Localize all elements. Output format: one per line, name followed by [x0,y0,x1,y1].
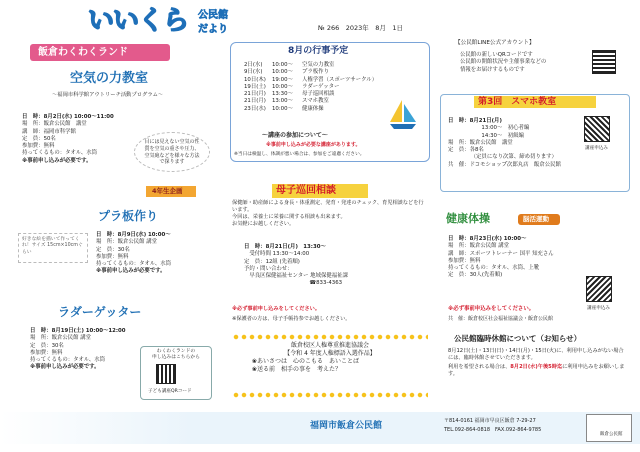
schedule-row: 10日(木) 19:00～ 人権学習（スポーツサークル） [244,76,378,83]
footer-name: 福岡市飯倉公民館 [310,421,383,431]
air-line: 参加費：無料 [22,143,55,150]
schedule-row: 2日(水) 10:00～ 空気の力教室 [244,62,335,68]
logo-main-text: いいくら [88,6,189,36]
logo-sub2: だより [198,24,228,35]
air-note: ※事前申し込みが必要です。 [22,157,92,164]
air-details [22,114,132,165]
mother-line: 日 時：8月21日(月) 13:30～ [244,244,326,250]
plaboard-badge-text: 4年生企画 [152,187,183,195]
line-qr-code[interactable] [592,50,616,74]
schedule-title: 8月の行事予定 [288,46,349,56]
slogan-box [232,342,428,374]
sumaho-line: 定 員：各8名 [448,147,484,154]
mother-note1: ※必ず事前申し込みをしてください。 [232,306,321,312]
mother-body-line: 保健師・助産師による身長・体重測定、発育・発達のチェック、育児相談などを行います。 [232,200,424,214]
flower-border-bottom [232,392,428,398]
header-logo [88,6,238,40]
mother-line: 早良区保健福祉センター 地域保健福祉課 [244,273,348,280]
mother-line: 予約・問い合わせ： [244,265,293,272]
air-line: 日 時：8月2日(水) 10:00～11:00 [22,114,114,120]
kenko-line: 参加費：無料 [448,257,481,264]
kenko-line: 定 員：30人(先着順) [448,272,503,279]
mother-body-line: 今回は、栄養士に栄養に関する相談も出来ます。 [232,214,346,221]
ladder-qr-box: わくわくランドの 申し込みはこちらから [140,346,212,400]
sumaho-line: 日 時：8月21日(月) [448,118,502,124]
slogan-line: ❀あいさつは 心のこもる あいことば [252,358,360,366]
closed-title: 公民館臨時休館について（お知らせ） [454,334,582,343]
kenko-title: 健康体操 [446,212,490,225]
ladder-qr-code[interactable] [156,364,176,384]
kenko-badge-text: 脳活運動 [523,215,549,223]
kenko-line: 講 師：スポーツトレーナー 国平 知充さん [448,250,554,257]
sumaho-title: 第3回 スマホ教室 [478,97,557,107]
ladder-line: 持ってくるもの：タオル、水筒 [30,357,106,364]
air-subtitle: ～福岡市科学館アウトリーチ活動プログラム～ [52,92,164,98]
schedule-row: 21日(月) 13:30～ 母子巡回相談 [244,91,335,98]
logo-sub1: 公民館 [198,10,228,21]
kenko-details [448,236,628,280]
kenko-line: 場 所：飯倉公民館 講堂 [448,243,510,250]
footer-map-label: 飯倉公民館 [600,432,623,437]
plaboard-line: 持ってくるもの：タオル、水筒 [96,261,172,268]
mother-line: 受付時間 13:30～14:00 [244,251,310,258]
ladder-line: 参加費：無料 [30,349,63,356]
footer-phone: TEL.092-864-0818 FAX.092-864-9785 [444,427,542,433]
sumaho-qr-caption: 講座申込み [585,146,608,151]
air-title: 空気の力教室 [70,71,149,86]
mother-body-line: お気軽にお越しください。 [232,221,295,228]
schedule-note2: ※当日は検温し、体調が悪い場合は、参加をご遠慮ください。 [234,152,365,157]
sumaho-line: 共 催：ドコモショップ次郎丸店 飯倉公民館 [448,161,561,168]
issue-info: № 266 2023年 8月 1日 [318,24,404,32]
ladder-title: ラダーゲッター [58,305,142,319]
plaboard-line: 参加費：無料 [96,253,129,260]
line-title: 【公民館LINE公式アカウント】 [455,40,535,46]
air-line: 場 所：飯倉公民館 講堂 [22,121,87,128]
event-banner-text: 飯倉わくわくランド [38,47,128,58]
closed-text: 8月12日(土)・13日(日)・14日(月)・15日(火)に、利用申し込みがない場合には、臨時休館させていただきます。 利用を希望される場合は、8月2日(水)午後5時迄に利用申込みをお願いします。 [448,348,625,378]
ladder-line: 日 時：8月19日(土) 10:00～12:00 [30,328,126,334]
mother-body [232,200,428,228]
footer-address: 〒814-0161 福岡市早良区飯倉 7-29-27 [444,418,536,424]
mother-note2: ※保護者の方は、母子手帳持参でお越しください。 [232,316,351,322]
sumaho-line: 14:30～ 初級編 [476,132,524,139]
kenko-kyosai: 共 催：飯倉校区社会福祉協議会・飯倉公民館 [448,316,554,322]
ladder-note: ※事前申し込みが必要です。 [30,364,100,371]
sumaho-line: 場 所：飯倉公民館 講堂 [448,139,513,146]
sailboat-icon [386,98,420,132]
schedule-row: 23日(水) 10:00～ 健康体操 [244,105,324,112]
ladder-line: 定 員：30名 [30,342,64,349]
schedule-note1: ※事前申し込みが必要な講座があります。 [266,142,361,148]
air-line: 持ってくるもの：タオル、水筒 [22,150,98,157]
kenko-qr-code[interactable] [586,276,612,302]
kenko-line: 持ってくるもの：タオル、水筒、上靴 [448,265,540,272]
schedule-list [244,62,404,113]
flower-border-top [232,334,428,340]
line-text: 公民館の新しいQRコードです 公民館の開館状況や主催事業などの 情報をお届けするものです [460,52,547,73]
schedule-foot: ～講座の参加について～ [262,132,328,139]
schedule-row: 19日(土) 10:00～ ラダーゲッター [244,83,340,90]
air-line: 定 員：50名 [22,135,56,142]
ladder-qr-caption: 子ども講座QRコード [148,389,192,394]
mother-line: ☎833-4363 [304,280,343,287]
slogan-line: 飯倉校区人権尊重推進協議会 [290,342,369,349]
mother-line: 定 員：12組 (先着順) [244,258,300,265]
slogan-line: 【令和 4 年度人権標語入選作品】 [284,350,376,358]
air-line: 講 師：福岡市科学館 [22,128,76,135]
mother-title: 母子巡回相談 [276,185,336,196]
mother-details [244,244,424,288]
kenko-qr-caption: 講座申込み [587,306,610,311]
sumaho-qr-code[interactable] [584,116,610,142]
plaboard-box: 好きな絵を描いて作ってくれ！サイズ 15cm×10cmぐらい [18,233,88,263]
kenko-line: 日 時：8月23日(水) 10:00～ [448,236,527,242]
plaboard-title: プラ板作り [98,209,159,223]
ladder-line: 場 所：飯倉公民館 講堂 [30,335,92,342]
plaboard-line: 定 員：30名 [96,246,130,253]
slogan-line: ❀送る前 相手の事を 考えた？ [252,366,342,374]
sumaho-line: 13:00～ 初心者編 [476,125,530,132]
plaboard-line: 場 所：飯倉公民館 講堂 [96,239,158,246]
sumaho-line: （定員になり次第、締め切ります） [468,154,557,161]
schedule-row: 21日(月) 13:00～ スマホ教室 [244,98,329,105]
kenko-note: ※必ず事前申込みをしてください。 [448,306,535,312]
schedule-row: 9日(水) 10:00～ プラ板作り [244,69,329,76]
air-bubble: 目には見えない空気の性質を空気の重さや圧力、空気砲などを様々な方法で探ります [134,132,210,172]
plaboard-details [96,232,206,276]
plaboard-line: 日 時：8月9日(水) 10:00～ [96,232,171,238]
plaboard-note: ※事前申し込みが必要です。 [96,268,166,275]
